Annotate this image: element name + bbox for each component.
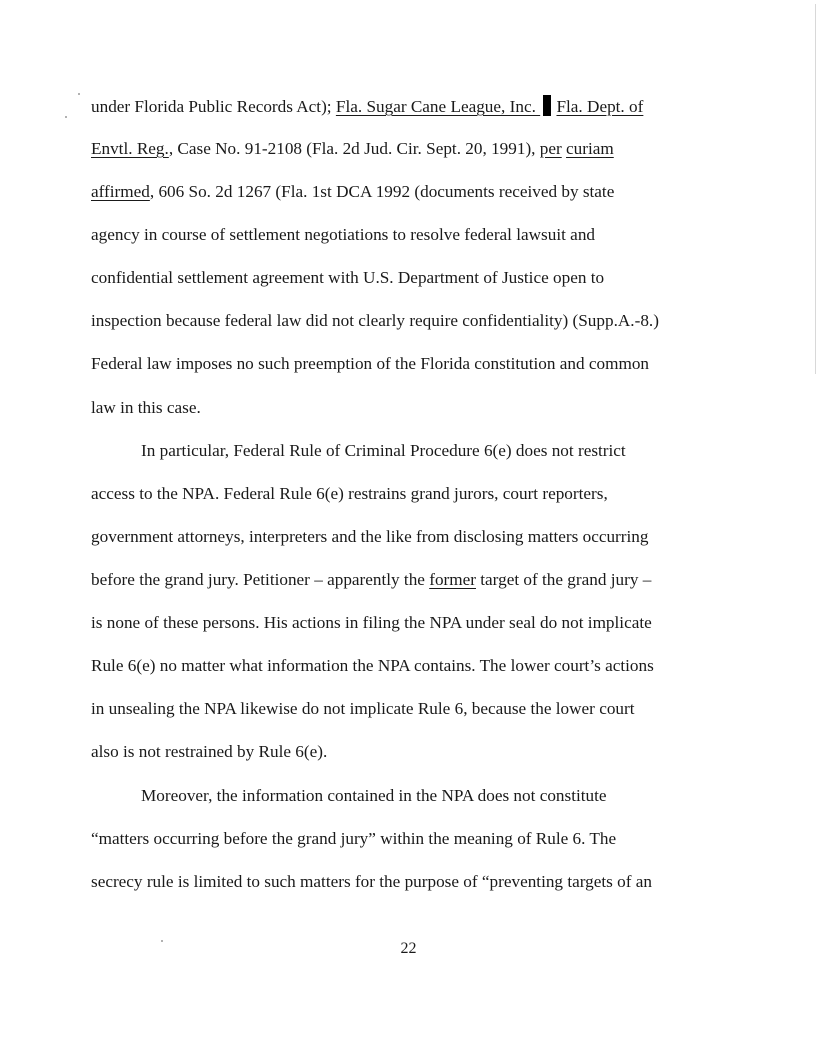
text-line [91, 699, 635, 719]
scan-speck [161, 940, 163, 942]
underlined-citation: per [539, 139, 562, 158]
text-line [91, 311, 659, 331]
text-line [91, 182, 614, 202]
text-segment: Rule 6(e) no matter what information the NPA contains. The lower court’s actions [91, 656, 654, 675]
underlined-citation: affirmed [91, 182, 150, 201]
redaction-mark [543, 95, 551, 116]
text-segment: Federal law imposes no such preemption of the Florida constitution and common [91, 354, 650, 373]
text-line [91, 570, 651, 590]
underlined-citation: Envtl. Reg. [91, 139, 169, 158]
text-segment: Moreover, the information contained in the NPA does not constitute [141, 786, 607, 805]
text-line [91, 484, 608, 504]
text-line [141, 786, 607, 806]
text-line [91, 354, 649, 374]
text-segment: also is not restrained by Rule 6(e). [91, 742, 328, 761]
text-segment: government attorneys, interpreters and the like from disclosing matters occurring [91, 527, 649, 546]
underlined-citation: former [429, 570, 476, 589]
text-segment: access to the NPA. Federal Rule 6(e) restrains grand jurors, court reporters, [91, 484, 608, 503]
text-segment: “matters occurring before the grand jury” within the meaning of Rule 6. The [91, 829, 617, 848]
underlined-citation: Fla. Sugar Cane League, Inc. [335, 97, 541, 116]
text-line [91, 225, 595, 245]
text-line [91, 613, 652, 633]
text-line [91, 872, 652, 892]
text-segment: law in this case. [91, 398, 201, 417]
text-segment: before the grand jury. Petitioner – apparently the [91, 570, 430, 589]
text-segment: inspection because federal law did not clearly require confidentiality) (Supp.A.-8.) [91, 311, 659, 330]
page-number: 22 [400, 940, 417, 957]
underlined-citation: Fla. Dept. of [556, 97, 644, 116]
text-line [91, 829, 616, 849]
text-line [91, 95, 643, 117]
scan-speck [65, 116, 67, 118]
text-line [91, 268, 604, 288]
text-segment: is none of these persons. His actions in filing the NPA under seal do not implicate [91, 613, 652, 632]
text-line [91, 742, 327, 762]
text-line [141, 441, 626, 461]
text-segment: , Case No. 91-2108 (Fla. 2d Jud. Cir. Sept. 20, 1991), [168, 139, 540, 158]
text-line [91, 527, 648, 547]
text-segment: agency in course of settlement negotiations to resolve federal lawsuit and [91, 225, 596, 244]
text-segment: target of the grand jury – [475, 570, 652, 589]
text-segment: secrecy rule is limited to such matters for the purpose of “preventing targets of an [91, 872, 652, 891]
scan-edge-shadow [815, 4, 816, 374]
underlined-citation: curiam [566, 139, 614, 158]
scan-speck [78, 93, 80, 95]
text-line [91, 398, 201, 418]
text-segment: under Florida Public Records Act); [91, 97, 336, 116]
text-line [91, 139, 614, 159]
text-segment: In particular, Federal Rule of Criminal Procedure 6(e) does not restrict [141, 441, 626, 460]
text-segment: confidential settlement agreement with U.S. Department of Justice open to [91, 268, 605, 287]
text-line [91, 656, 654, 676]
text-segment: in unsealing the NPA likewise do not implicate Rule 6, because the lower court [91, 699, 635, 718]
text-segment: , 606 So. 2d 1267 (Fla. 1st DCA 1992 (documents received by state [149, 182, 615, 201]
